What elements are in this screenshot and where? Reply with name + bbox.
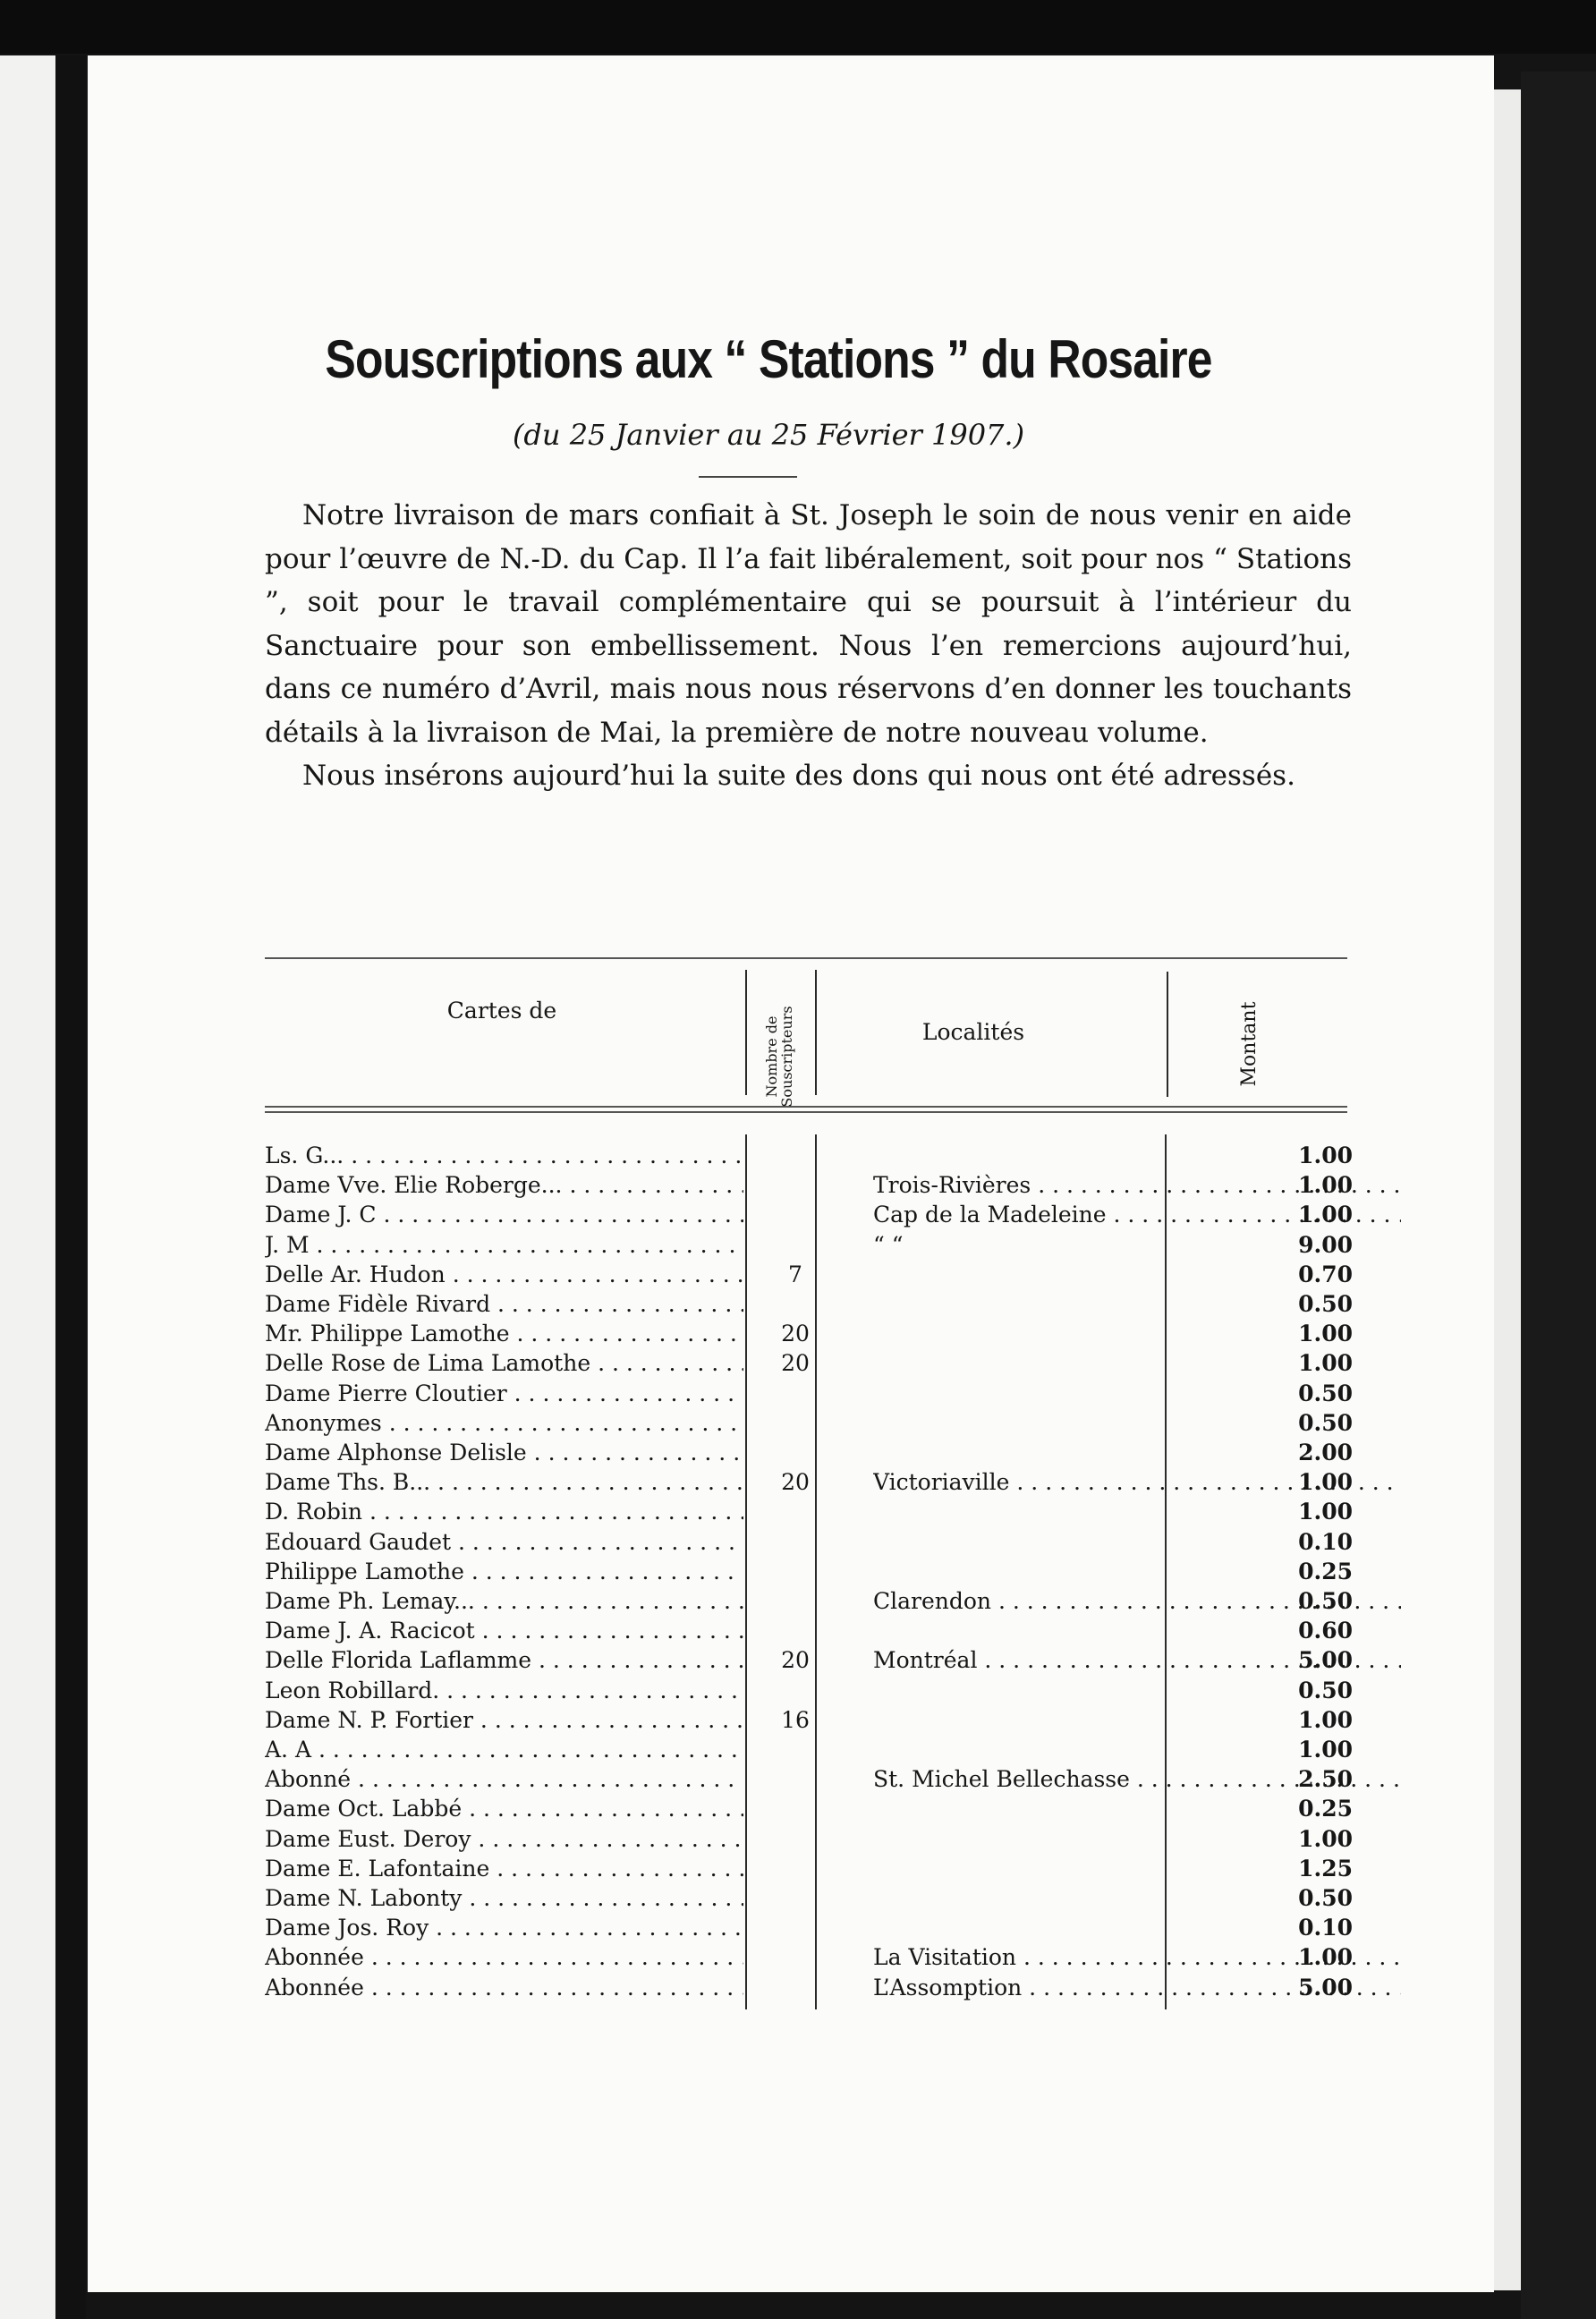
table-row bbox=[265, 1616, 1356, 1645]
subscriber-count: 7 bbox=[788, 1261, 802, 1287]
amount: 1.00 bbox=[1298, 1469, 1353, 1496]
page-subtitle: (du 25 Janvier au 25 Février 1907.) bbox=[512, 418, 1025, 452]
table-row bbox=[265, 1854, 1356, 1883]
locality: La Visitation . . . bbox=[873, 1942, 1401, 1972]
table-row bbox=[265, 1141, 1356, 1170]
table-row bbox=[265, 1942, 1356, 1972]
amount: 0.50 bbox=[1298, 1588, 1353, 1614]
table-row bbox=[265, 1973, 1356, 2002]
subscriber-name: Leon Robillard. . . . bbox=[265, 1676, 743, 1705]
subscriber-name: Delle Rose de Lima Lamothe . . . bbox=[265, 1348, 743, 1378]
amount: 5.00 bbox=[1298, 1974, 1353, 2000]
header-cartes: Cartes de bbox=[446, 998, 557, 1024]
subscriber-count: 20 bbox=[781, 1321, 810, 1347]
amount: 1.00 bbox=[1298, 1499, 1353, 1525]
amount: 0.50 bbox=[1298, 1409, 1353, 1436]
intro-paragraph: Notre livraison de mars confiait à St. Joseph le soin de nous venir en aide pour l’œuvre de N.-D. du Cap. Il l’a fait libéralement, soit pour nos “ Stations ”, soit pour le travail complémentaire qui se poursuit à l’intérieur du Sanctuaire pour son embellissement. Nous l’en remercions aujourd’hui, dans ce numéro d’Avril, mais nous nous réservons d’en donner les touchants détails à la livraison de Mai, la première de notre nouveau volume. bbox=[265, 499, 1352, 749]
table-row bbox=[265, 1824, 1356, 1854]
table-row bbox=[265, 1645, 1356, 1675]
amount: 1.00 bbox=[1298, 1706, 1353, 1733]
subscriber-count: 20 bbox=[781, 1647, 810, 1674]
subscriber-name: Abonné . . . bbox=[265, 1764, 743, 1794]
amount: 0.25 bbox=[1298, 1558, 1353, 1584]
title-divider bbox=[699, 476, 797, 478]
table-row bbox=[265, 1735, 1356, 1764]
table-row bbox=[265, 1913, 1356, 1942]
amount: 2.00 bbox=[1298, 1440, 1353, 1465]
subscriber-name: Abonnée . . . bbox=[265, 1942, 743, 1972]
amount: 1.00 bbox=[1298, 1944, 1353, 1971]
table-row bbox=[265, 1527, 1356, 1557]
amount: 0.50 bbox=[1298, 1291, 1353, 1317]
subscriber-name: Delle Florida Laflamme . . . bbox=[265, 1645, 743, 1675]
table-row bbox=[265, 1408, 1356, 1438]
subscriber-name: Dame E. Lafontaine . . . bbox=[265, 1854, 743, 1883]
amount: 0.60 bbox=[1298, 1618, 1353, 1644]
amount: 0.50 bbox=[1298, 1885, 1353, 1911]
subscriber-name: Dame Pierre Cloutier . . . bbox=[265, 1379, 743, 1408]
header-montant: Montant bbox=[1238, 1001, 1261, 1087]
subscriber-name: Anonymes . . . bbox=[265, 1408, 743, 1438]
table-top-rule bbox=[265, 957, 1347, 959]
amount: 5.00 bbox=[1298, 1647, 1353, 1674]
amount: 1.00 bbox=[1298, 1737, 1353, 1763]
subscriber-name: Dame N. Labonty . . . bbox=[265, 1883, 743, 1913]
table-row bbox=[265, 1200, 1356, 1229]
table-row bbox=[265, 1379, 1356, 1408]
locality: L’Assomption . . . bbox=[873, 1973, 1401, 2002]
amount: 1.00 bbox=[1298, 1825, 1353, 1852]
subscriber-name: Mr. Philippe Lamothe . . . bbox=[265, 1319, 743, 1348]
subscriber-name: Dame Alphonse Delisle . . . bbox=[265, 1438, 743, 1467]
table-row bbox=[265, 1438, 1356, 1467]
header-divider bbox=[1167, 972, 1168, 1097]
table-row bbox=[265, 1319, 1356, 1348]
subscriber-name: Dame N. P. Fortier . . . bbox=[265, 1705, 743, 1735]
table-row bbox=[265, 1170, 1356, 1200]
amount: 1.00 bbox=[1298, 1172, 1353, 1199]
subscriber-name: Dame Oct. Labbé . . . bbox=[265, 1794, 743, 1823]
subscriber-name: Ls. G... . . . bbox=[265, 1141, 743, 1170]
table-row bbox=[265, 1467, 1356, 1497]
amount: 1.00 bbox=[1298, 1202, 1353, 1228]
locality: “ “ bbox=[873, 1231, 904, 1258]
subscriber-count: 20 bbox=[781, 1350, 810, 1377]
locality: St. Michel Bellechasse . . . bbox=[873, 1764, 1401, 1794]
subscriber-name: Dame Fidèle Rivard . . . bbox=[265, 1289, 743, 1319]
amount: 1.00 bbox=[1298, 1143, 1353, 1168]
subscriber-name: Dame Jos. Roy . . . bbox=[265, 1913, 743, 1942]
table-row bbox=[265, 1289, 1356, 1319]
table-row bbox=[265, 1557, 1356, 1586]
table-row bbox=[265, 1705, 1356, 1735]
subscriber-name: Dame Ths. B... . . . bbox=[265, 1467, 743, 1497]
table-row bbox=[265, 1497, 1356, 1526]
intro-paragraph: Nous insérons aujourd’hui la suite des dons qui nous ont été adressés. bbox=[302, 760, 1295, 792]
amount: 0.70 bbox=[1298, 1261, 1353, 1287]
amount: 2.50 bbox=[1298, 1766, 1353, 1793]
subscriber-name: D. Robin . . . bbox=[265, 1497, 743, 1526]
subscriber-name: Dame J. A. Racicot . . . bbox=[265, 1616, 743, 1645]
amount: 1.00 bbox=[1298, 1350, 1353, 1377]
table-row bbox=[265, 1260, 1356, 1289]
header-nombre: Nombre de Souscripteurs bbox=[763, 1006, 795, 1108]
subscriber-name: Dame J. C . . . bbox=[265, 1200, 743, 1229]
book-gutter bbox=[55, 55, 86, 2319]
subscriber-count: 20 bbox=[781, 1469, 810, 1496]
page-title: Souscriptions aux “ Stations ” du Rosaire bbox=[325, 329, 1212, 389]
subscriber-name: Delle Ar. Hudon . . . bbox=[265, 1260, 743, 1289]
subscriber-name: A. A . . . bbox=[265, 1735, 743, 1764]
subscriber-name: Dame Eust. Deroy . . . bbox=[265, 1824, 743, 1854]
locality: Clarendon . . . bbox=[873, 1586, 1401, 1616]
subscriber-name: Dame Ph. Lemay... . . . bbox=[265, 1586, 743, 1616]
amount: 0.10 bbox=[1298, 1915, 1353, 1941]
amount: 1.25 bbox=[1298, 1855, 1353, 1882]
header-divider bbox=[815, 970, 817, 1095]
amount: 0.25 bbox=[1298, 1796, 1353, 1822]
table-row bbox=[265, 1230, 1356, 1260]
locality: Montréal . . . bbox=[873, 1645, 1401, 1675]
subscriber-name: Philippe Lamothe . . . bbox=[265, 1557, 743, 1586]
scan-top-edge bbox=[0, 0, 1596, 54]
header-localites: Localités bbox=[921, 1019, 1025, 1045]
subscriber-name: Edouard Gaudet . . . bbox=[265, 1527, 743, 1557]
amount: 0.50 bbox=[1298, 1380, 1353, 1406]
scan-right-edge bbox=[1521, 72, 1596, 2319]
subscriber-name: Abonnée . . . bbox=[265, 1973, 743, 2002]
table-row bbox=[265, 1794, 1356, 1823]
amount: 0.10 bbox=[1298, 1528, 1353, 1555]
table-row bbox=[265, 1348, 1356, 1378]
amount: 9.00 bbox=[1298, 1231, 1353, 1258]
subscriber-name: J. M . . . bbox=[265, 1230, 743, 1260]
table-row bbox=[265, 1883, 1356, 1913]
table-row bbox=[265, 1764, 1356, 1794]
locality: Cap de la Madeleine . . . bbox=[873, 1200, 1401, 1229]
subscriber-name: Dame Vve. Elie Roberge... . . . bbox=[265, 1170, 743, 1200]
table-row bbox=[265, 1586, 1356, 1616]
amount: 0.50 bbox=[1298, 1677, 1353, 1703]
subscriber-count: 16 bbox=[781, 1706, 810, 1733]
previous-page-edge bbox=[0, 55, 55, 2319]
locality: Trois-Rivières . . . bbox=[873, 1170, 1401, 1200]
header-divider bbox=[745, 970, 747, 1095]
amount: 1.00 bbox=[1298, 1321, 1353, 1347]
table-row bbox=[265, 1676, 1356, 1705]
intro-text bbox=[265, 494, 1352, 798]
locality: Victoriaville . . . bbox=[873, 1467, 1401, 1497]
book-page bbox=[88, 55, 1494, 2292]
